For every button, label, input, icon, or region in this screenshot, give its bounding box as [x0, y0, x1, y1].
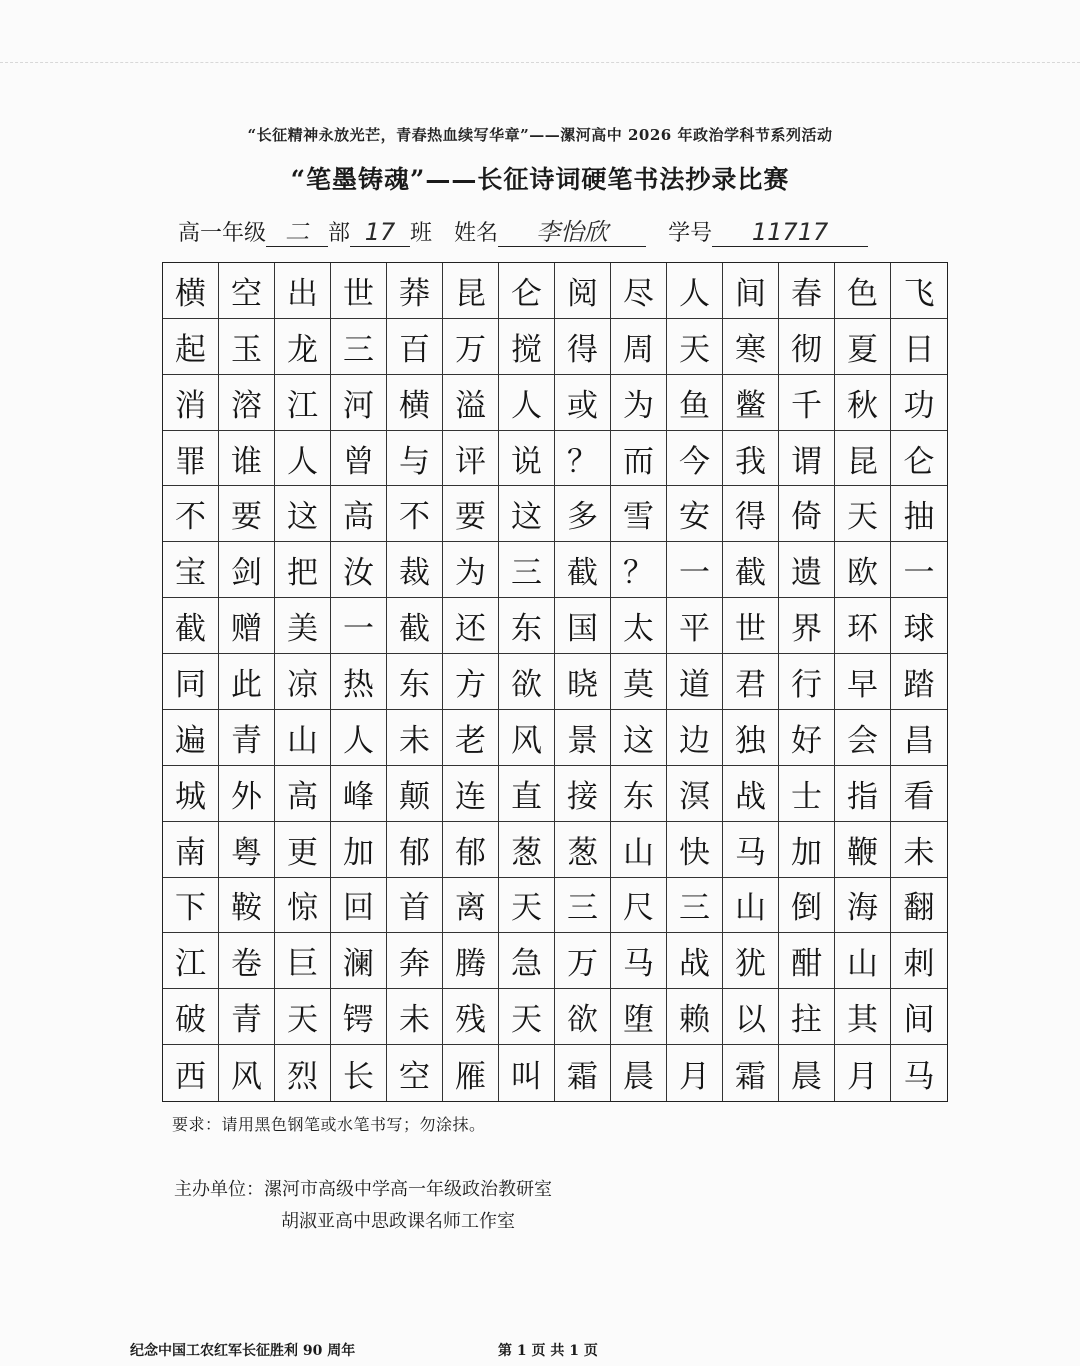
grid-cell: 为	[611, 375, 667, 431]
grid-cell: 好	[779, 710, 835, 766]
grid-cell: 雪	[611, 486, 667, 542]
organizer-block	[174, 1174, 552, 1238]
grid-cell: 欲	[555, 989, 611, 1045]
grid-cell: 山	[723, 878, 779, 934]
grid-cell: 刺	[891, 933, 947, 989]
grid-cell: 热	[331, 654, 387, 710]
grid-cell: 秋	[835, 375, 891, 431]
grid-cell: 或	[555, 375, 611, 431]
grid-cell: 这	[611, 710, 667, 766]
grid-cell: 玉	[219, 319, 275, 375]
grid-cell: 截	[163, 598, 219, 654]
grid-cell: 破	[163, 989, 219, 1045]
grid-cell: 搅	[499, 319, 555, 375]
grid-cell: 平	[667, 598, 723, 654]
page-title: “笔墨铸魂”——长征诗词硬笔书法抄录比赛	[290, 165, 790, 194]
grid-cell: 三	[667, 878, 723, 934]
grid-cell: 青	[219, 989, 275, 1045]
grid-cell: 葱	[499, 822, 555, 878]
grid-cell: 长	[331, 1045, 387, 1101]
grid-cell: 评	[443, 431, 499, 487]
grid-cell: 世	[723, 598, 779, 654]
grid-cell: 此	[219, 654, 275, 710]
grid-cell: 曾	[331, 431, 387, 487]
grid-cell: 加	[331, 822, 387, 878]
grid-cell: 马	[611, 933, 667, 989]
grid-cell: 起	[163, 319, 219, 375]
grid-cell: 同	[163, 654, 219, 710]
grid-cell: 连	[443, 766, 499, 822]
grid-cell: 安	[667, 486, 723, 542]
grid-cell: 还	[443, 598, 499, 654]
grid-cell: 间	[723, 263, 779, 319]
grid-cell: 彻	[779, 319, 835, 375]
grid-cell: 横	[387, 375, 443, 431]
grid-cell: 直	[499, 766, 555, 822]
grid-cell: 南	[163, 822, 219, 878]
student-id-label: 学号	[668, 221, 713, 246]
grid-cell: 遗	[779, 542, 835, 598]
grid-cell: 鞍	[219, 878, 275, 934]
grid-cell: 高	[275, 766, 331, 822]
grid-cell: 边	[667, 710, 723, 766]
department-field[interactable]: 二	[266, 218, 328, 247]
grid-cell: 要	[443, 486, 499, 542]
grid-cell: 仑	[891, 431, 947, 487]
grid-cell: 把	[275, 542, 331, 598]
grid-cell: 得	[723, 486, 779, 542]
grid-cell: 环	[835, 598, 891, 654]
grid-cell: 一	[667, 542, 723, 598]
grid-cell: 下	[163, 878, 219, 934]
organizer-name-2: 胡淑亚高中思政课名师工作室	[281, 1211, 515, 1232]
grid-cell: 翻	[891, 878, 947, 934]
grid-cell: 首	[387, 878, 443, 934]
grid-cell: 人	[275, 431, 331, 487]
class-field[interactable]: 17	[350, 218, 410, 247]
grid-cell: 峰	[331, 766, 387, 822]
grid-cell: 昆	[835, 431, 891, 487]
grid-cell: 郁	[387, 822, 443, 878]
grid-cell: 空	[219, 263, 275, 319]
grid-cell: 空	[387, 1045, 443, 1101]
grid-cell: 山	[275, 710, 331, 766]
grid-cell: 江	[275, 375, 331, 431]
grid-cell: 天	[499, 878, 555, 934]
grid-cell: 球	[891, 598, 947, 654]
grid-cell: 粤	[219, 822, 275, 878]
organizer-label: 主办单位：	[174, 1179, 264, 1200]
grid-cell: 多	[555, 486, 611, 542]
grid-cell: 一	[331, 598, 387, 654]
grid-cell: 堕	[611, 989, 667, 1045]
grid-cell: 宝	[163, 542, 219, 598]
page-divider	[0, 62, 1080, 63]
grid-cell: 溟	[667, 766, 723, 822]
grid-cell: 海	[835, 878, 891, 934]
grid-cell: 溢	[443, 375, 499, 431]
grid-cell: 日	[891, 319, 947, 375]
grid-cell: 人	[331, 710, 387, 766]
writing-grid	[162, 262, 948, 1102]
grid-cell: 说	[499, 431, 555, 487]
grid-cell: 鳖	[723, 375, 779, 431]
grid-cell: 三	[555, 878, 611, 934]
grid-cell: ？	[611, 542, 667, 598]
grid-cell: 锷	[331, 989, 387, 1045]
grid-cell: 溶	[219, 375, 275, 431]
department-label: 部	[328, 221, 351, 246]
grid-cell: 人	[499, 375, 555, 431]
grid-cell: 霜	[723, 1045, 779, 1101]
grid-cell: 江	[163, 933, 219, 989]
grid-cell: 战	[723, 766, 779, 822]
grid-cell: 东	[611, 766, 667, 822]
grid-cell: 欧	[835, 542, 891, 598]
grid-cell: 青	[219, 710, 275, 766]
grid-cell: 春	[779, 263, 835, 319]
grid-cell: 外	[219, 766, 275, 822]
grid-cell: 道	[667, 654, 723, 710]
grid-cell: 天	[275, 989, 331, 1045]
grid-cell: 截	[555, 542, 611, 598]
grid-cell: 我	[723, 431, 779, 487]
grid-cell: 凉	[275, 654, 331, 710]
grid-cell: 赖	[667, 989, 723, 1045]
grid-cell: 裁	[387, 542, 443, 598]
grid-cell: 抽	[891, 486, 947, 542]
grid-cell: 得	[555, 319, 611, 375]
grid-cell: 鱼	[667, 375, 723, 431]
grid-cell: 三	[331, 319, 387, 375]
grid-cell: 景	[555, 710, 611, 766]
grid-cell: 踏	[891, 654, 947, 710]
grid-cell: 晨	[611, 1045, 667, 1101]
grid-cell: 倒	[779, 878, 835, 934]
grid-cell: 千	[779, 375, 835, 431]
grid-cell: 天	[835, 486, 891, 542]
grid-cell: 国	[555, 598, 611, 654]
grid-cell: 西	[163, 1045, 219, 1101]
grid-cell: 其	[835, 989, 891, 1045]
class-label: 班	[410, 221, 433, 246]
student-id-field[interactable]: 11717	[712, 218, 868, 247]
grid-cell: 士	[779, 766, 835, 822]
grid-cell: 惊	[275, 878, 331, 934]
commemoration-text: 纪念中国工农红军长征胜利 90 周年	[130, 1343, 356, 1359]
grid-cell: 马	[903, 1058, 935, 1095]
grid-cell: 风	[499, 710, 555, 766]
grid-cell: 夏	[835, 319, 891, 375]
grid-cell: 叫	[499, 1045, 555, 1101]
grid-cell: 晨	[779, 1045, 835, 1101]
requirement-note: 要求：请用黑色钢笔或水笔书写；勿涂抹。	[172, 1115, 486, 1134]
grid-cell: 间	[891, 989, 947, 1045]
grid-cell: 月	[667, 1045, 723, 1101]
grid-cell: 未	[891, 822, 947, 878]
grid-cell: 要	[219, 486, 275, 542]
grid-cell: 莫	[611, 654, 667, 710]
grid-cell: 犹	[723, 933, 779, 989]
grid-cell: 快	[667, 822, 723, 878]
grid-cell: 截	[387, 598, 443, 654]
grid-cell: 急	[499, 933, 555, 989]
grid-cell: 河	[331, 375, 387, 431]
name-label: 姓名	[454, 221, 499, 246]
grid-cell: 尺	[611, 878, 667, 934]
grid-cell: 行	[779, 654, 835, 710]
grid-cell: 早	[835, 654, 891, 710]
grid-cell: 战	[667, 933, 723, 989]
grid-cell: 遍	[163, 710, 219, 766]
grid-cell: 看	[891, 766, 947, 822]
grid-cell: 横	[163, 263, 219, 319]
grid-cell: 城	[163, 766, 219, 822]
grid-cell: 倚	[779, 486, 835, 542]
grade-label: 高一年级	[178, 221, 267, 246]
grid-cell: 罪	[163, 431, 219, 487]
grid-cell: 功	[891, 375, 947, 431]
grid-cell: 加	[779, 822, 835, 878]
grid-cell: 高	[331, 486, 387, 542]
grid-cell: 残	[443, 989, 499, 1045]
grid-cell: 欲	[499, 654, 555, 710]
grid-cell: 昆	[443, 263, 499, 319]
grid-cell: 汝	[331, 542, 387, 598]
grid-cell: 寒	[723, 319, 779, 375]
grid-cell: 莽	[387, 263, 443, 319]
name-field[interactable]: 李怡欣	[498, 218, 646, 247]
grid-cell: 人	[667, 263, 723, 319]
grid-cell: 未	[387, 989, 443, 1045]
grid-cell: 会	[835, 710, 891, 766]
student-info-line	[178, 216, 868, 247]
grid-cell: 与	[387, 431, 443, 487]
grid-cell: 鞭	[835, 822, 891, 878]
grid-cell: 这	[499, 486, 555, 542]
grid-cell: 晓	[555, 654, 611, 710]
grid-cell: 为	[443, 542, 499, 598]
page-number: 第 1 页 共 1 页	[498, 1343, 598, 1359]
grid-cell: 霜	[555, 1045, 611, 1101]
grid-cell: 酣	[779, 933, 835, 989]
grid-cell: 马	[723, 822, 779, 878]
grid-cell: 龙	[275, 319, 331, 375]
grid-cell: 离	[443, 878, 499, 934]
grid-cell: 风	[219, 1045, 275, 1101]
grid-cell: 谁	[219, 431, 275, 487]
grid-cell: 截	[723, 542, 779, 598]
grid-cell: 拄	[779, 989, 835, 1045]
organizer-name-1: 漯河市高级中学高一年级政治教研室	[264, 1179, 552, 1200]
grid-cell: 雁	[443, 1045, 499, 1101]
grid-cell: 一	[891, 542, 947, 598]
grid-cell: 山	[611, 822, 667, 878]
grid-cell: 葱	[555, 822, 611, 878]
grid-cell: 巨	[275, 933, 331, 989]
grid-cell: 周	[611, 319, 667, 375]
grid-cell: 方	[443, 654, 499, 710]
grid-cell: 阅	[555, 263, 611, 319]
grid-cell: 郁	[443, 822, 499, 878]
grid-cell: 接	[555, 766, 611, 822]
grid-cell: 消	[163, 375, 219, 431]
grid-cell: 老	[443, 710, 499, 766]
grid-cell: 不	[387, 486, 443, 542]
grid-cell: 月	[835, 1045, 891, 1101]
grid-cell: 昌	[891, 710, 947, 766]
grid-cell: 回	[331, 878, 387, 934]
grid-cell: 东	[387, 654, 443, 710]
grid-cell: 仑	[499, 263, 555, 319]
grid-cell: 尽	[611, 263, 667, 319]
grid-cell: 独	[723, 710, 779, 766]
grid-cell: 山	[835, 933, 891, 989]
grid-cell: 未	[387, 710, 443, 766]
event-subtitle: “长征精神永放光芒，青春热血续写华章”——漯河高中 2026 年政治学科节系列活动	[247, 126, 833, 144]
grid-cell: ？	[555, 431, 611, 487]
grid-cell: 三	[499, 542, 555, 598]
grid-cell: 君	[723, 654, 779, 710]
grid-cell: 烈	[275, 1045, 331, 1101]
grid-cell: 更	[275, 822, 331, 878]
grid-cell: 腾	[443, 933, 499, 989]
grid-cell: 百	[387, 319, 443, 375]
grid-cell: 澜	[331, 933, 387, 989]
grid-cell: 万	[555, 933, 611, 989]
grid-cell: 颠	[387, 766, 443, 822]
grid-cell: 东	[499, 598, 555, 654]
grid-cell: 这	[275, 486, 331, 542]
grid-cell: 美	[275, 598, 331, 654]
grid-cell: 天	[499, 989, 555, 1045]
grid-cell: 剑	[219, 542, 275, 598]
grid-cell: 万	[443, 319, 499, 375]
grid-cell: 飞	[891, 263, 947, 319]
grid-cell: 今	[667, 431, 723, 487]
grid-cell: 指	[835, 766, 891, 822]
grid-cell: 以	[723, 989, 779, 1045]
grid-cell: 奔	[387, 933, 443, 989]
grid-cell: 而	[611, 431, 667, 487]
grid-cell: 界	[779, 598, 835, 654]
grid-cell: 谓	[779, 431, 835, 487]
grid-cell: 天	[667, 319, 723, 375]
grid-cell: 不	[163, 486, 219, 542]
grid-cell: 太	[611, 598, 667, 654]
grid-cell: 赠	[219, 598, 275, 654]
grid-cell: 色	[835, 263, 891, 319]
grid-cell: 卷	[219, 933, 275, 989]
grid-cell: 出	[275, 263, 331, 319]
grid-cell: 世	[331, 263, 387, 319]
